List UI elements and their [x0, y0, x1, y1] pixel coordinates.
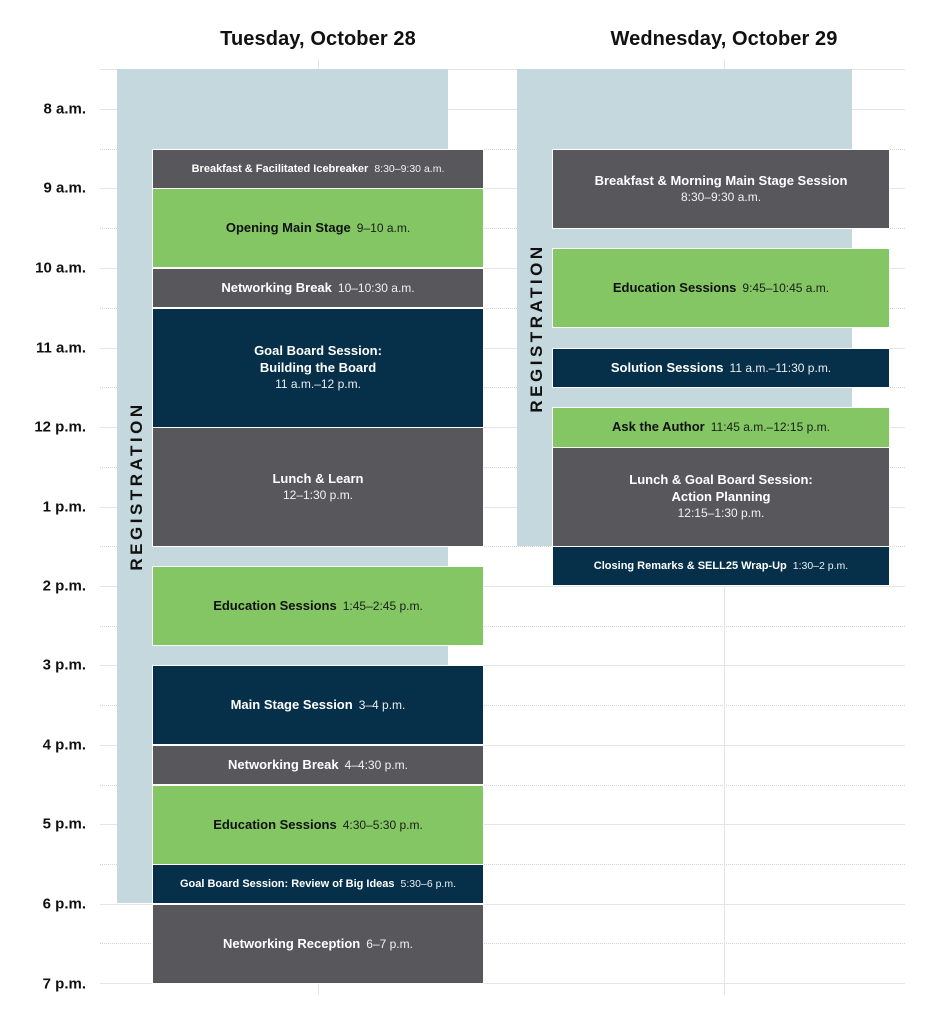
event-networking-break-am [152, 268, 484, 308]
event-goal-board-building [152, 308, 484, 428]
event-time: 12–1:30 p.m. [282, 487, 354, 502]
event-title: Ask the Author [612, 419, 705, 435]
event-ask-the-author [552, 407, 890, 448]
event-time: 1:45–2:45 p.m. [342, 598, 423, 613]
event-title: Lunch & Goal Board Session: [629, 472, 813, 488]
event-time: 11 a.m.–11:30 p.m. [729, 360, 832, 375]
hour-label: 8 a.m. [43, 100, 86, 118]
event-title: Education Sessions [612, 279, 737, 295]
event-title: Building the Board [259, 360, 377, 376]
event-time: 4:30–5:30 p.m. [342, 817, 423, 832]
hour-label: 10 a.m. [35, 259, 86, 277]
event-time: 6–7 p.m. [366, 936, 413, 951]
event-solution-sessions [552, 348, 890, 388]
day-header-tuesday: Tuesday, October 28 [220, 28, 416, 50]
event-title: Closing Remarks & SELL25 Wrap-Up [593, 559, 787, 572]
event-title: Solution Sessions [610, 359, 724, 375]
event-main-stage-session [152, 665, 484, 745]
event-time: 5:30–6 p.m. [400, 877, 456, 890]
hour-label: 12 p.m. [34, 418, 86, 436]
event-time: 8:30–9:30 a.m. [374, 162, 445, 175]
event-networking-break-pm [152, 745, 484, 785]
event-title: Networking Reception [223, 935, 361, 951]
hour-label: 2 p.m. [42, 577, 86, 595]
event-time: 1:30–2 p.m. [792, 559, 849, 572]
hour-label: 9 a.m. [43, 179, 86, 197]
event-time: 11:45 a.m.–12:15 p.m. [710, 420, 830, 435]
event-title: Education Sessions [213, 816, 337, 832]
event-time: 11 a.m.–12 p.m. [275, 377, 361, 392]
hour-label: 3 p.m. [42, 656, 86, 674]
event-education-sessions-wed [552, 248, 890, 328]
hour-label: 11 a.m. [35, 339, 86, 357]
event-time: 3–4 p.m. [358, 697, 406, 712]
hour-label: 5 p.m. [42, 815, 86, 833]
event-closing-remarks [552, 546, 890, 586]
day-header-wednesday: Wednesday, October 29 [610, 28, 838, 50]
event-title: Networking Break [228, 756, 339, 772]
event-title: Education Sessions [213, 597, 337, 613]
hour-label: 6 p.m. [42, 895, 86, 913]
event-education-sessions-2 [152, 785, 484, 865]
event-lunch-action-planning [552, 447, 890, 547]
event-time: 9–10 a.m. [356, 220, 411, 235]
event-breakfast-icebreaker [152, 149, 484, 189]
event-education-sessions-1 [152, 566, 484, 646]
event-time: 4–4:30 p.m. [344, 757, 408, 772]
registration-label-wednesday: REGISTRATION [527, 243, 546, 413]
event-time: 12:15–1:30 p.m. [677, 506, 765, 521]
event-time: 8:30–9:30 a.m. [680, 189, 762, 204]
event-title: Goal Board Session: Review of Big Ideas [179, 877, 395, 890]
event-lunch-and-learn [152, 427, 484, 547]
event-title: Action Planning [671, 489, 771, 505]
event-title: Breakfast & Facilitated Icebreaker [191, 162, 369, 175]
event-breakfast-morning-main-stage [552, 149, 890, 229]
event-title: Goal Board Session: [254, 343, 382, 359]
event-opening-main-stage [152, 188, 484, 268]
event-title: Opening Main Stage [225, 219, 351, 235]
event-networking-reception [152, 904, 484, 984]
hour-label: 4 p.m. [42, 736, 86, 754]
event-title: Networking Break [221, 279, 332, 295]
event-title: Lunch & Learn [272, 470, 364, 486]
event-goal-board-review [152, 864, 484, 904]
registration-label-tuesday: REGISTRATION [127, 401, 146, 571]
event-time: 9:45–10:45 a.m. [742, 280, 830, 295]
hour-label: 1 p.m. [42, 498, 86, 516]
event-title: Breakfast & Morning Main Stage Session [594, 172, 848, 188]
hour-label: 7 p.m. [42, 975, 86, 993]
event-time: 10–10:30 a.m. [337, 280, 415, 295]
event-title: Main Stage Session [230, 696, 353, 712]
